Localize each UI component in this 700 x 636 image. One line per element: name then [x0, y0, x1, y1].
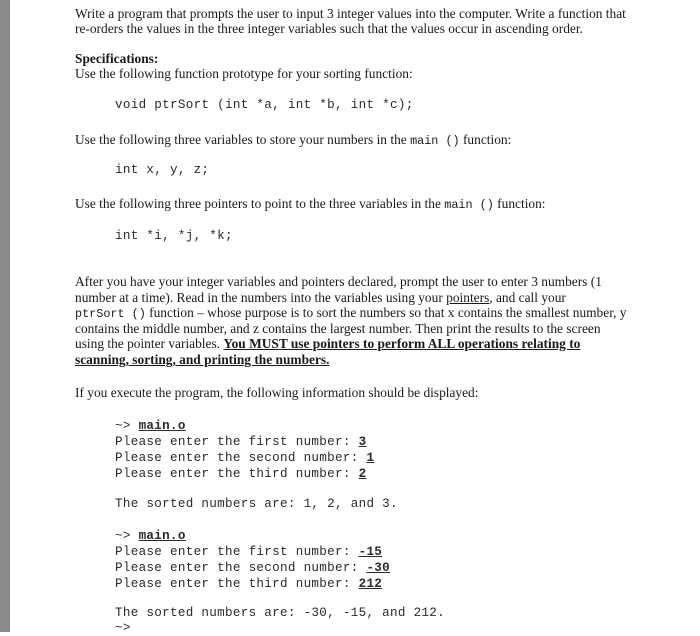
command: main.o: [138, 419, 186, 433]
instructions-line-2: number at a time). Read in the numbers into the variables using your pointers, and call your: [75, 290, 566, 305]
pointers-code: int *i, *j, *k;: [115, 229, 233, 243]
user-input: 212: [358, 577, 383, 591]
pointers-underlined: pointers: [446, 290, 490, 305]
user-input: 3: [358, 435, 367, 449]
intro-line-1: Write a program that prompts the user to input 3 integer values into the computer. Write a function that: [75, 6, 626, 21]
run-1-result: The sorted numbers are: 1, 2, and 3.: [115, 497, 398, 511]
instructions-line-6: scanning, sorting, and printing the numbers.: [75, 352, 330, 367]
run-1-prompt-3: Please enter the third number: 2: [115, 467, 367, 481]
run-1-prompt-1: Please enter the first number: 3: [115, 435, 367, 449]
run-2-prompt-3: Please enter the third number: 212: [115, 577, 383, 591]
variables-code: int x, y, z;: [115, 163, 210, 177]
prototype-intro: Use the following function prototype for your sorting function:: [75, 66, 413, 81]
user-input: -15: [358, 545, 383, 559]
run-2-command-line: [115, 528, 186, 544]
shell-prompt: ~>: [115, 529, 131, 543]
variables-intro: Use the following three variables to store your numbers in the main () function:: [75, 132, 512, 148]
run-1-command-line: [115, 418, 186, 434]
pointers-intro: Use the following three pointers to point to the three variables in the main () function:: [75, 196, 546, 212]
user-input: 2: [358, 467, 367, 481]
prototype-code: void ptrSort (int *a, int *b, int *c);: [115, 98, 414, 112]
specifications-heading: Specifications:: [75, 51, 159, 66]
instructions-line-3: ptrSort () function – whose purpose is to sort the numbers so that x contains the smallest number, y: [75, 305, 627, 321]
instructions-line-4: contains the middle number, and z contains the largest number. Then print the results to the screen: [75, 321, 601, 336]
user-input: 1: [366, 451, 375, 465]
user-input: -30: [366, 561, 391, 575]
run-2-prompt-2: Please enter the second number: -30: [115, 561, 391, 575]
instructions-line-5: using the pointer variables. You MUST use pointers to perform ALL operations relating to: [75, 336, 581, 351]
intro-line-2: re-orders the values in the three integer variables such that the values occur in ascending order.: [75, 21, 583, 36]
run-2-prompt-1: Please enter the first number: -15: [115, 545, 383, 559]
example-intro: If you execute the program, the following information should be displayed:: [75, 385, 479, 400]
run-1-prompt-2: Please enter the second number: 1: [115, 451, 375, 465]
main-function-ref: main (): [444, 198, 494, 212]
run-2-result: The sorted numbers are: -30, -15, and 212.: [115, 606, 446, 620]
ptrsort-function-ref: ptrSort (): [75, 307, 146, 321]
shell-prompt: ~>: [115, 419, 131, 433]
instructions-line-1: After you have your integer variables and pointers declared, prompt the user to enter 3 numbers (1: [75, 274, 602, 289]
left-edge-shadow: [0, 0, 10, 632]
command: main.o: [138, 529, 186, 543]
main-function-ref: main (): [410, 134, 460, 148]
final-shell-prompt: ~>: [115, 621, 131, 635]
pointer-requirement: You MUST use pointers to perform ALL operations relating to: [223, 336, 581, 351]
